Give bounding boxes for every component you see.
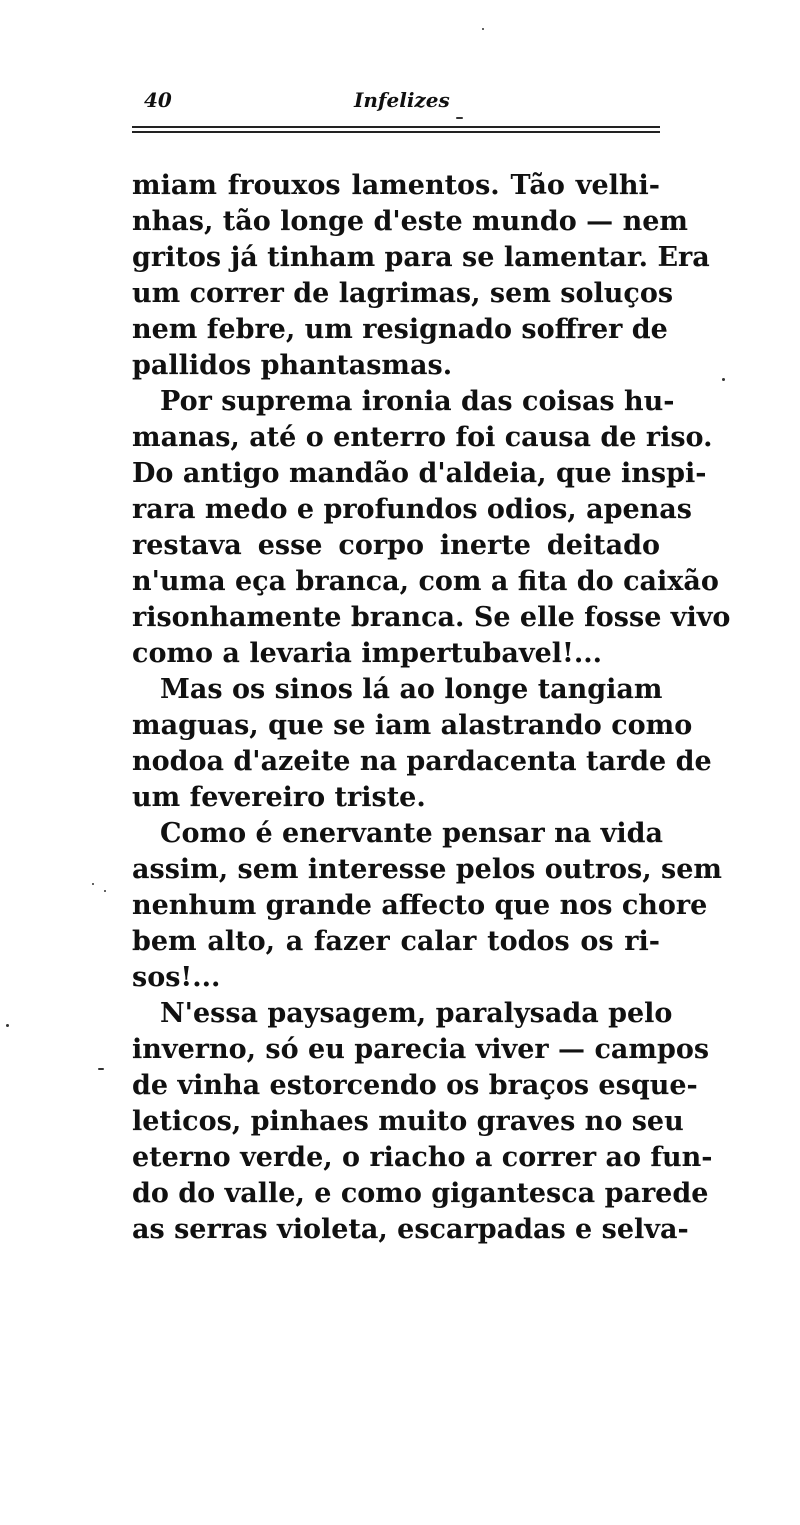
paragraph: [132, 384, 731, 672]
text-line: bem alto, a fazer calar todos os ri-: [132, 926, 660, 957]
scan-speck: [6, 1024, 9, 1027]
scan-speck: [456, 117, 463, 119]
text-line: Mas os sinos lá ao longe tangiam: [160, 674, 663, 705]
text-line: maguas, que se iam alastrando como: [132, 710, 693, 741]
text-line: de vinha estorcendo os braços esque-: [132, 1070, 698, 1101]
text-line: N'essa paysagem, paralysada pelo: [160, 998, 673, 1029]
text-line: pallidos phantasmas.: [132, 350, 453, 381]
text-line: um fevereiro triste.: [132, 782, 426, 813]
text-line: nodoa d'azeite na pardacenta tarde de: [132, 746, 712, 777]
text-line: as serras violeta, escarpadas e selva-: [132, 1214, 689, 1245]
text-line: do do valle, e como gigantesca parede: [132, 1178, 709, 1209]
text-line: nem febre, um resignado soffrer de: [132, 314, 668, 345]
text-line: n'uma eça branca, com a fita do caixão: [132, 566, 719, 597]
text-line: Por suprema ironia das coisas hu-: [160, 386, 675, 417]
body-text: [132, 168, 731, 1248]
text-line: sos!...: [132, 962, 221, 993]
scan-speck: [482, 28, 484, 30]
paragraph: [132, 996, 713, 1248]
header-rule: [132, 126, 660, 128]
text-line: inverno, só eu parecia viver — campos: [132, 1034, 710, 1065]
scan-speck: [722, 378, 725, 381]
scan-speck: [104, 890, 106, 892]
text-line: miam frouxos lamentos. Tão velhi-: [132, 170, 660, 201]
text-line: restava esse corpo inerte deitado: [132, 530, 660, 561]
paragraph: [132, 168, 710, 384]
text-line: manas, até o enterro foi causa de riso.: [132, 422, 713, 453]
text-line: nenhum grande affecto que nos chore: [132, 890, 708, 921]
text-line: risonhamente branca. Se elle fosse vivo: [132, 602, 731, 633]
text-line: nhas, tão longe d'este mundo — nem: [132, 206, 688, 237]
text-line: assim, sem interesse pelos outros, sem: [132, 854, 723, 885]
text-line: Do antigo mandão d'aldeia, que inspi-: [132, 458, 707, 489]
text-line: como a levaria impertubavel!...: [132, 638, 603, 669]
scan-speck: [92, 883, 94, 885]
text-line: um correr de lagrimas, sem soluços: [132, 278, 674, 309]
scan-speck: [98, 1068, 104, 1070]
text-line: rara medo e profundos odios, apenas: [132, 494, 692, 525]
text-line: gritos já tinham para se lamentar. Era: [132, 242, 710, 273]
text-line: eterno verde, o riacho a correr ao fun-: [132, 1142, 713, 1173]
text-line: Como é enervante pensar na vida: [160, 818, 663, 849]
paragraph: [132, 816, 723, 996]
header-rule-secondary: [132, 131, 660, 133]
text-line: leticos, pinhaes muito graves no seu: [132, 1106, 684, 1137]
paragraph: [132, 672, 712, 816]
running-title: Infelizes: [354, 88, 450, 112]
page-number: 40: [144, 88, 172, 112]
page-header: [132, 88, 660, 118]
